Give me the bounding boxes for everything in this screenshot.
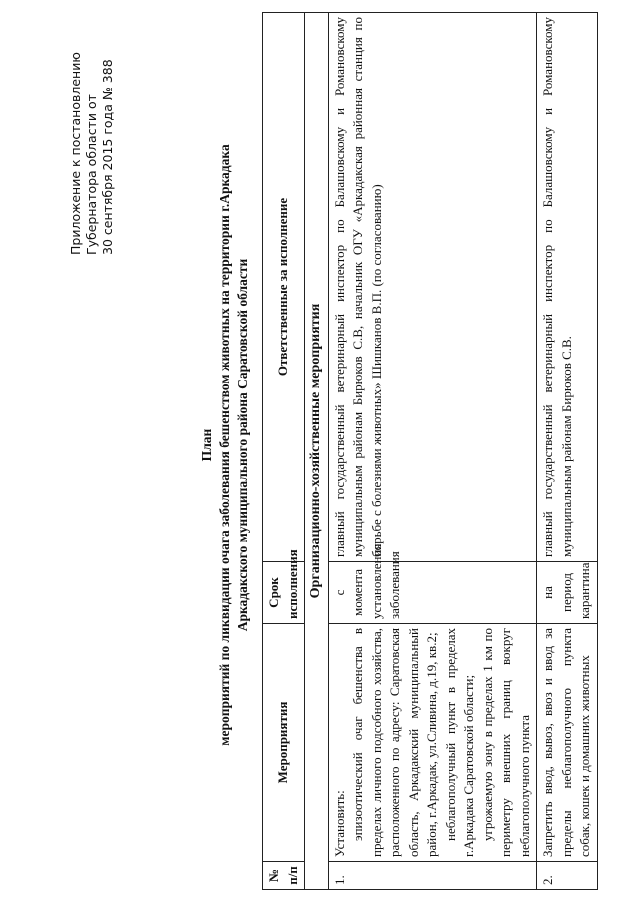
row-number: 2.: [537, 862, 598, 890]
appendix-line: Губернатора области от: [84, 94, 99, 255]
appendix-line: Приложение к постановлению: [68, 52, 83, 255]
table-row: [328, 13, 537, 890]
row-action: [328, 624, 537, 862]
action-paragraph: угрожаемую зону в пределах 1 км по периметру внешних границ вокруг неблагополучного пункта: [479, 628, 532, 857]
header-responsible: Ответственные за исполнение: [263, 13, 305, 562]
row-action: Запретить ввод, вывоз, ввоз и ввод за пределы неблагополучного пункта собак, кошек и домашних животных: [537, 624, 598, 862]
row-responsible: главный государственный ветеринарный инспектор по Балашовскому и Романовскому муниципальным районам Бирюков С.В.: [537, 13, 598, 562]
section-title: Организационно-хозяйственные мероприятия: [305, 13, 329, 890]
row-term: на период карантина: [537, 562, 598, 624]
action-paragraph: неблагополучный пункт в пределах г.Аркадака Саратовской области;: [442, 628, 476, 857]
row-responsible: главный государственный ветеринарный инспектор по Балашовскому и Романовскому муниципальным районам Бирюков С.В, начальник ОГУ «Аркадакская районная станция по борьбе с болезнями животных» Шишканов В.П. (по согласованию): [328, 13, 537, 562]
section-row: [305, 13, 329, 890]
row-term: с момента установления заболевания: [328, 562, 537, 624]
document-title: [198, 45, 252, 845]
header-num: № п/п: [263, 862, 305, 890]
header-term: Срок исполнения: [263, 562, 305, 624]
appendix-line: 30 сентября 2015 года № 388: [100, 59, 115, 255]
title-area: Аркадакского муниципального района Саратовской области: [235, 258, 250, 632]
action-intro: Установить:: [331, 790, 347, 857]
header-action: Мероприятия: [263, 624, 305, 862]
title-subject: мероприятий по ликвидации очага заболевания бешенством животных на территории г.Аркадака: [217, 144, 232, 746]
plan-table: [262, 12, 598, 890]
title-main: План: [199, 428, 214, 462]
table-header-row: [263, 13, 305, 890]
table-row: [537, 13, 598, 890]
row-number: 1.: [328, 862, 537, 890]
appendix-note: [68, 25, 116, 255]
action-paragraph: эпизоотический очаг бешенства в пределах личного подсобного хозяйства, расположенного по адресу: Саратовская область, Аркадакский муниципальный район, г.Аркадак, ул.Сливина, д.19, кв.2;: [350, 628, 439, 857]
